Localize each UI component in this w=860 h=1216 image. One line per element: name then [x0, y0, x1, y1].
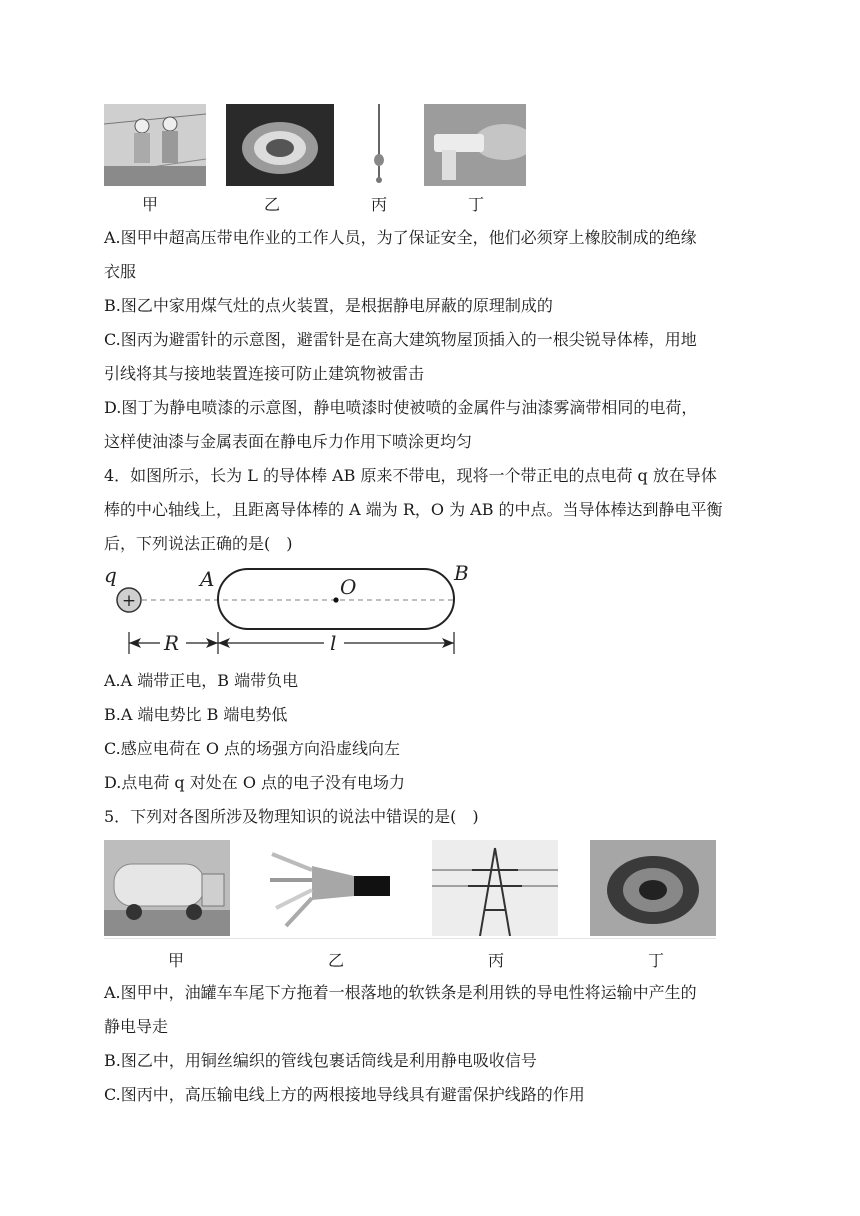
- q4-stem-line2: 棒的中心轴线上，且距离导体棒的 A 端为 R，O 为 AB 的中点。当导体棒达到静电平衡: [104, 500, 723, 519]
- photo-power-tower: [432, 840, 558, 936]
- photo-spray-gun: [424, 104, 526, 186]
- label-b: B: [454, 561, 469, 585]
- label-l: l: [330, 631, 337, 655]
- q3-option-d-line1: D.图丁为静电喷漆的示意图，静电喷漆时使被喷的金属件与油漆雾滴带相同的电荷，: [104, 398, 698, 417]
- caption-ding: 丁: [467, 195, 484, 214]
- q4-option-c: C.感应电荷在 O 点的场强方向沿虚线向左: [104, 739, 401, 758]
- q4-option-d: D.点电荷 q 对处在 O 点的电子没有电场力: [104, 773, 406, 792]
- q4-stem-line1: 4．如图所示，长为 L 的导体棒 AB 原来不带电，现将一个带正电的点电荷 q 放在导体: [104, 466, 717, 485]
- midpoint-o: [333, 597, 338, 602]
- q3-option-a-line1: A.图甲中超高压带电作业的工作人员，为了保证安全，他们必须穿上橡胶制成的绝缘: [104, 228, 697, 247]
- caption-q5-ding: 丁: [647, 951, 664, 970]
- q5-option-c: C.图丙中，高压输电线上方的两根接地导线具有避雷保护线路的作用: [104, 1085, 585, 1104]
- caption-jia: 甲: [141, 195, 158, 214]
- q4-stem-line3: 后，下列说法正确的是( ): [104, 534, 293, 553]
- caption-q5-yi: 乙: [327, 951, 344, 970]
- caption-q5-jia: 甲: [167, 951, 184, 970]
- q3-option-a-line2: 衣服: [104, 262, 137, 281]
- lightning-rod-diagram: [368, 104, 390, 186]
- q5-stem: 5．下列对各图所涉及物理知识的说法中错误的是( ): [104, 807, 479, 826]
- photo-tanker-truck: [104, 840, 230, 936]
- label-a: A: [200, 567, 215, 591]
- caption-q5-bing: 丙: [487, 951, 504, 970]
- caption-yi: 乙: [263, 195, 280, 214]
- photo-gas-stove: [590, 840, 716, 936]
- q5-option-a-line2: 静电导走: [104, 1017, 169, 1036]
- q3-option-c-line2: 引线将其与接地装置连接可防止建筑物被雷击: [104, 364, 425, 383]
- label-r: R: [164, 631, 180, 655]
- q4-option-b: B.A 端电势比 B 端电势低: [104, 705, 288, 724]
- caption-bing: 丙: [370, 195, 387, 214]
- q5-option-b: B.图乙中，用铜丝编织的管线包裹话筒线是利用静电吸收信号: [104, 1051, 537, 1070]
- q4-conductor-diagram: [104, 560, 504, 660]
- plus-sign: +: [121, 591, 137, 611]
- q3-option-c-line1: C.图丙为避雷针的示意图，避雷针是在高大建筑物屋顶插入的一根尖锐导体棒，用地: [104, 330, 697, 349]
- photo-gas-stove-igniter: [226, 104, 334, 186]
- label-o: O: [340, 575, 357, 599]
- q3-option-d-line2: 这样使油漆与金属表面在静电斥力作用下喷涂更均匀: [104, 432, 473, 451]
- label-q: q: [104, 563, 117, 587]
- photo-shielded-cable: [262, 840, 392, 936]
- q4-option-a: A.A 端带正电，B 端带负电: [104, 671, 299, 690]
- q5-option-a-line1: A.图甲中，油罐车车尾下方拖着一根落地的软铁条是利用铁的导电性将运输中产生的: [104, 983, 697, 1002]
- photo-worker: [104, 104, 206, 186]
- figure-divider: [104, 938, 716, 939]
- q3-option-b: B.图乙中家用煤气灶的点火装置，是根据静电屏蔽的原理制成的: [104, 296, 553, 315]
